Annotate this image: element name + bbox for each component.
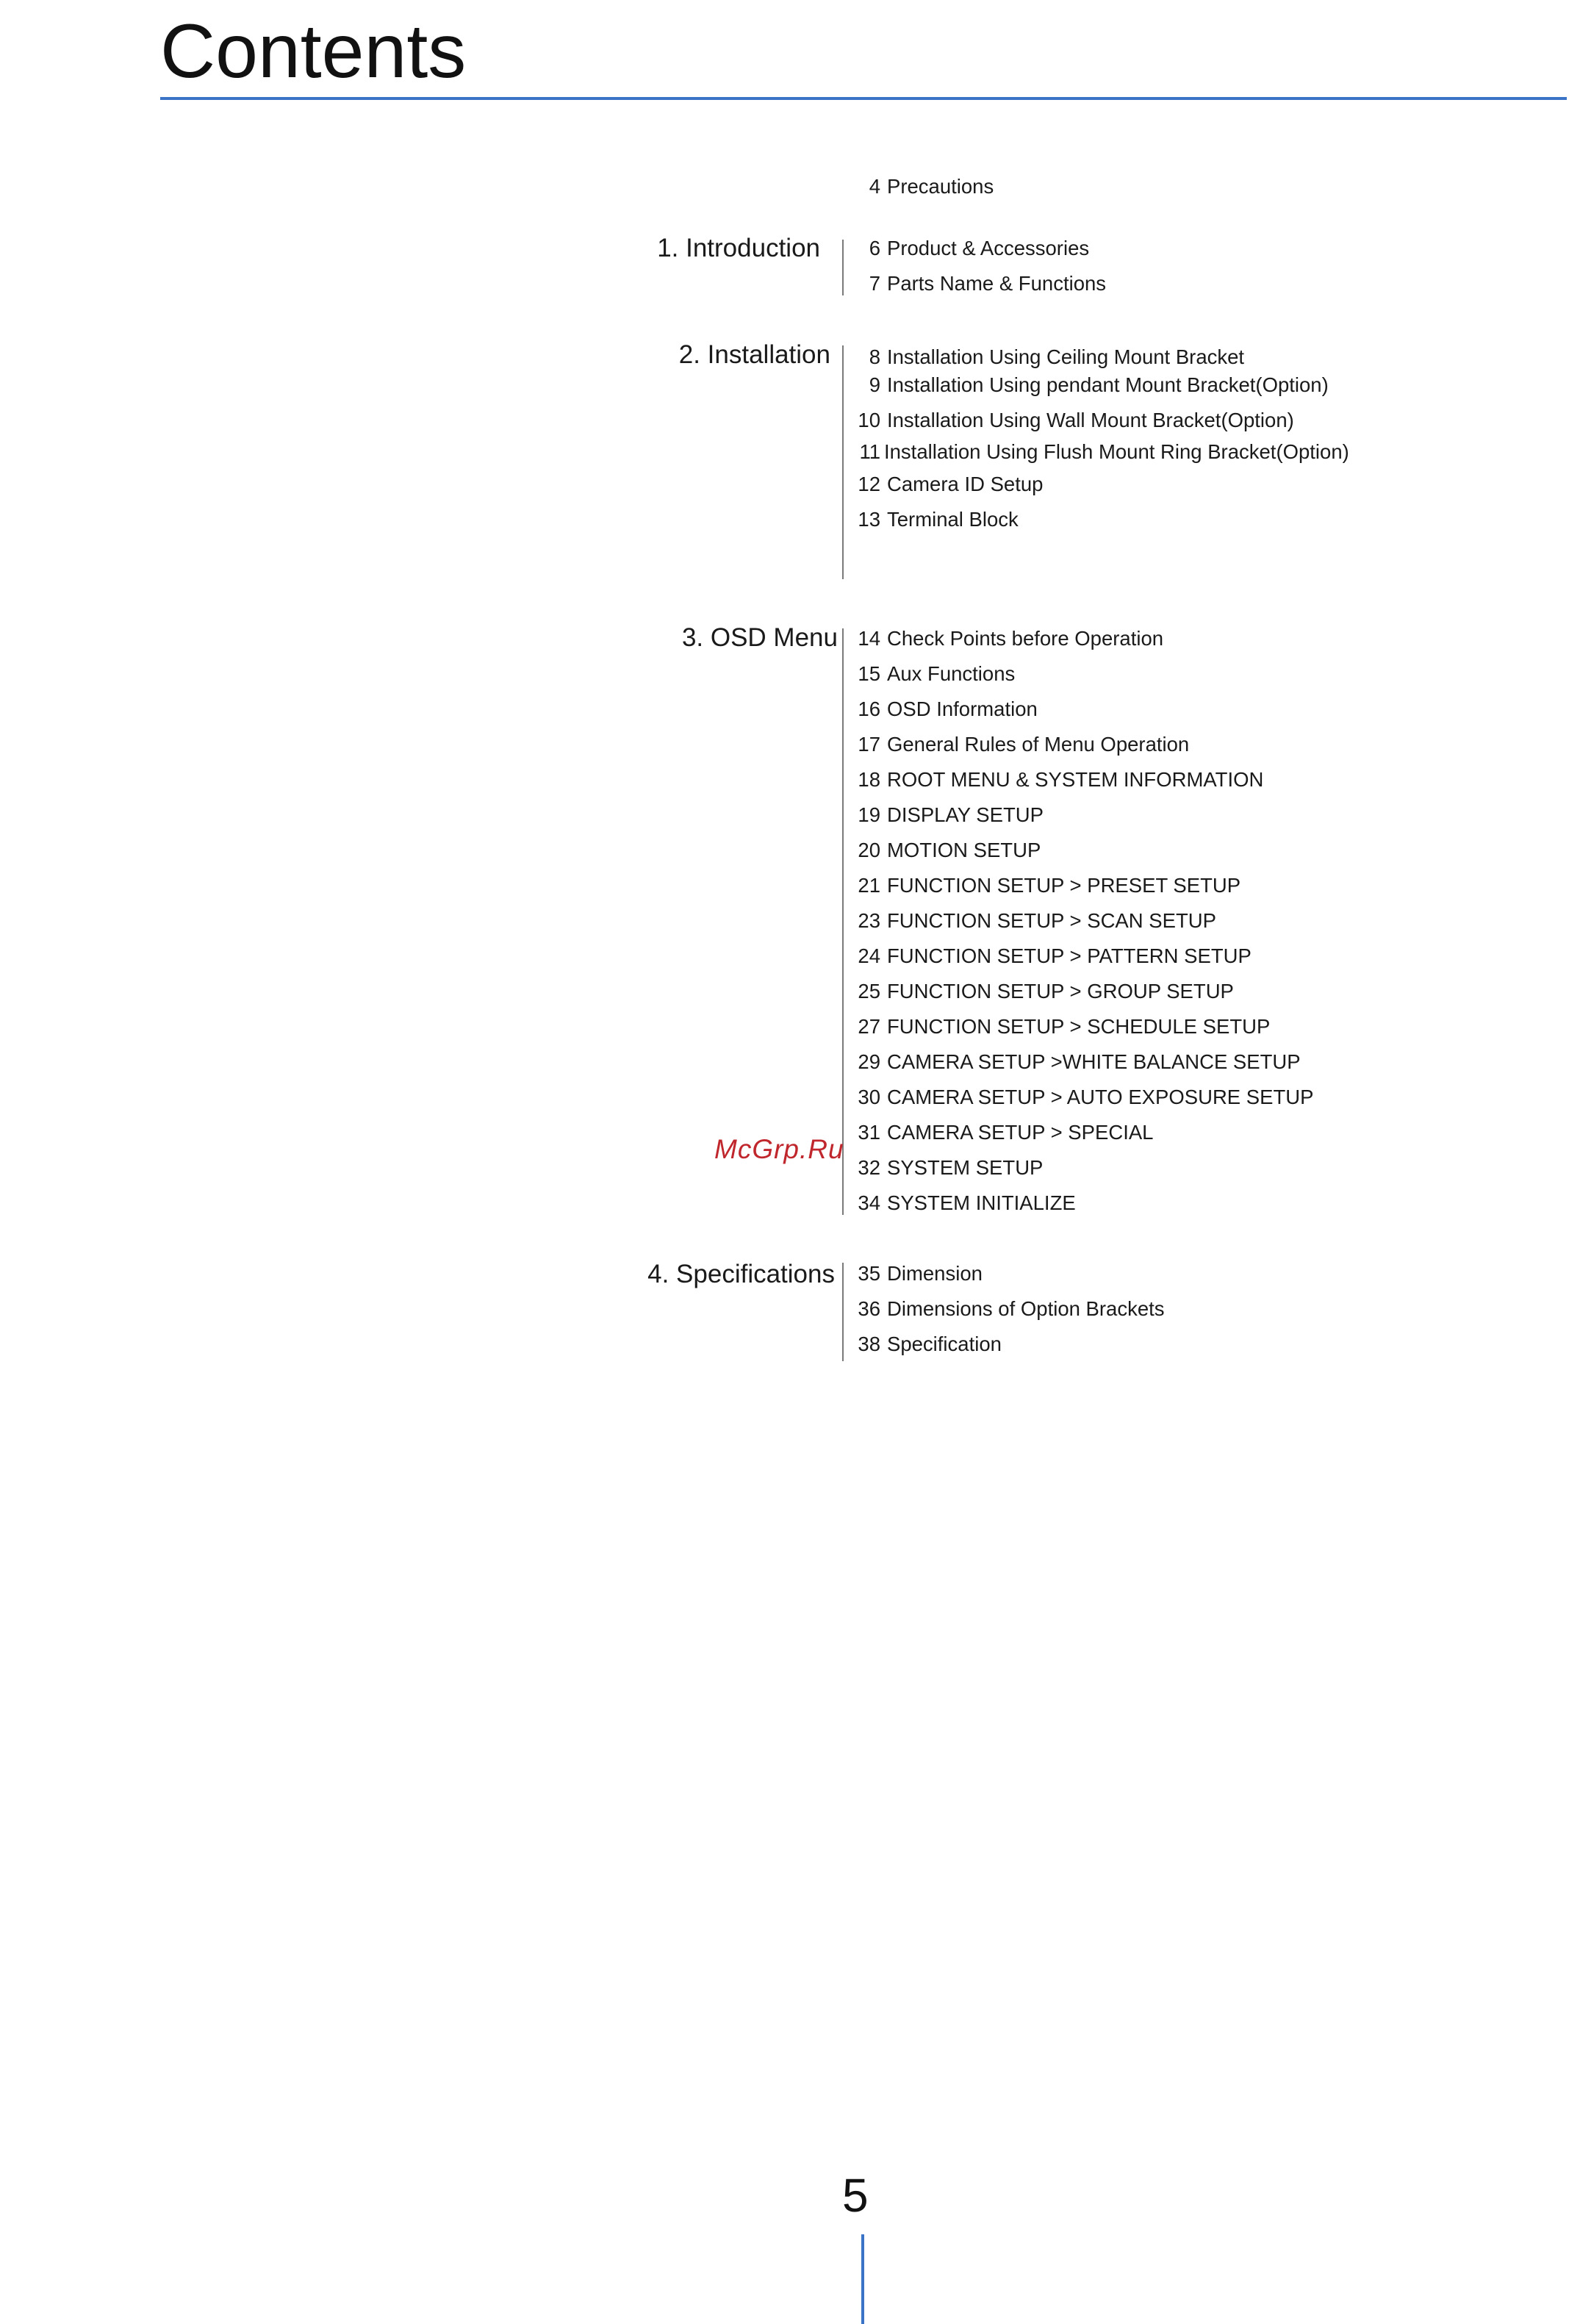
toc-entry[interactable] bbox=[851, 908, 1216, 933]
toc-entry[interactable] bbox=[851, 626, 1163, 651]
toc-entry-precautions[interactable] bbox=[851, 174, 994, 199]
toc-page-number: 21 bbox=[858, 874, 880, 897]
toc-entry-label: Check Points before Operation bbox=[887, 627, 1164, 650]
toc-entry[interactable] bbox=[851, 236, 1089, 261]
toc-page-number: 38 bbox=[858, 1333, 880, 1355]
toc-entry-label: FUNCTION SETUP > PATTERN SETUP bbox=[887, 944, 1252, 967]
toc-entry-label: General Rules of Menu Operation bbox=[887, 733, 1190, 756]
toc-page-number: 36 bbox=[858, 1297, 880, 1320]
toc-entry[interactable] bbox=[851, 1120, 1153, 1145]
toc-entry-label: Installation Using pendant Mount Bracket(Option) bbox=[887, 373, 1329, 396]
toc-page-number: 25 bbox=[858, 980, 880, 1003]
toc-entry[interactable] bbox=[851, 803, 1044, 828]
toc-entry-label: CAMERA SETUP >WHITE BALANCE SETUP bbox=[887, 1050, 1301, 1073]
toc-entry-label: DISPLAY SETUP bbox=[887, 803, 1044, 826]
toc-entry-label: Installation Using Ceiling Mount Bracket bbox=[887, 345, 1245, 368]
toc-entry[interactable] bbox=[851, 1297, 1165, 1321]
toc-entry[interactable] bbox=[851, 507, 1019, 532]
section-divider-specifications bbox=[842, 1263, 844, 1361]
toc-page-number: 16 bbox=[858, 697, 880, 720]
toc-entry[interactable] bbox=[851, 1085, 1313, 1110]
watermark: McGrp.Ru bbox=[714, 1134, 844, 1164]
toc-entry-label: Precautions bbox=[887, 175, 994, 198]
page-number-rule bbox=[861, 2234, 864, 2324]
toc-entry[interactable] bbox=[851, 944, 1252, 969]
toc-entry-label: ROOT MENU & SYSTEM INFORMATION bbox=[887, 768, 1264, 791]
section-divider-installation bbox=[842, 345, 844, 579]
page-title: Contents bbox=[160, 9, 467, 94]
toc-entry-label: FUNCTION SETUP > PRESET SETUP bbox=[887, 874, 1241, 897]
toc-page-number: 6 bbox=[869, 237, 880, 259]
toc-entry-label: SYSTEM INITIALIZE bbox=[887, 1191, 1076, 1214]
toc-page-number: 32 bbox=[858, 1156, 880, 1179]
toc-entry-label: SYSTEM SETUP bbox=[887, 1156, 1044, 1179]
toc-entry-label: FUNCTION SETUP > GROUP SETUP bbox=[887, 980, 1234, 1003]
toc-page-number: 19 bbox=[858, 803, 880, 826]
toc-page-number: 31 bbox=[858, 1121, 880, 1144]
toc-entry-label: OSD Information bbox=[887, 697, 1038, 720]
toc-entry[interactable] bbox=[851, 661, 1015, 686]
toc-entry[interactable] bbox=[851, 1014, 1270, 1039]
toc-page-number: 27 bbox=[858, 1015, 880, 1038]
toc-page-number: 18 bbox=[858, 768, 880, 791]
toc-entry-label: Specification bbox=[887, 1333, 1002, 1355]
toc-page-number: 24 bbox=[858, 944, 880, 967]
toc-entry-label: Product & Accessories bbox=[887, 237, 1090, 259]
section-divider-osd-menu bbox=[842, 628, 844, 1215]
toc-entry-label: FUNCTION SETUP > SCHEDULE SETUP bbox=[887, 1015, 1271, 1038]
toc-entry[interactable] bbox=[851, 345, 1244, 370]
toc-page-number: 9 bbox=[869, 373, 880, 396]
toc-entry[interactable] bbox=[851, 1050, 1301, 1075]
section-divider-introduction bbox=[842, 240, 844, 295]
toc-entry[interactable] bbox=[851, 838, 1041, 863]
toc-entry-label: FUNCTION SETUP > SCAN SETUP bbox=[887, 909, 1216, 932]
toc-page-number: 7 bbox=[869, 272, 880, 295]
toc-entry[interactable] bbox=[851, 979, 1234, 1004]
toc-page-number: 11 bbox=[859, 440, 880, 463]
toc-entry-label: MOTION SETUP bbox=[887, 839, 1041, 861]
toc-entry-label: Parts Name & Functions bbox=[887, 272, 1107, 295]
toc-entry-label: Installation Using Flush Mount Ring Bracket(Option) bbox=[884, 440, 1349, 463]
toc-entry-label: CAMERA SETUP > AUTO EXPOSURE SETUP bbox=[887, 1086, 1314, 1108]
section-title-installation: 2. Installation bbox=[678, 340, 830, 369]
toc-entry-label: CAMERA SETUP > SPECIAL bbox=[887, 1121, 1154, 1144]
toc-page-number: 15 bbox=[858, 662, 880, 685]
toc-entry[interactable] bbox=[851, 271, 1106, 296]
toc-entry-label: Aux Functions bbox=[887, 662, 1016, 685]
toc-entry-label: Camera ID Setup bbox=[887, 473, 1044, 495]
toc-page-number: 10 bbox=[858, 409, 880, 431]
toc-page-number: 12 bbox=[858, 473, 880, 495]
toc-entry-label: Dimension bbox=[887, 1262, 983, 1285]
toc-entry[interactable] bbox=[851, 472, 1043, 497]
toc-entry-label: Terminal Block bbox=[887, 508, 1019, 531]
toc-page-number: 20 bbox=[858, 839, 880, 861]
toc-entry[interactable] bbox=[851, 440, 1349, 465]
toc-entry[interactable] bbox=[851, 697, 1038, 722]
toc-page-number: 34 bbox=[858, 1191, 880, 1214]
toc-page-number: 13 bbox=[858, 508, 880, 531]
toc-entry-label: Dimensions of Option Brackets bbox=[887, 1297, 1165, 1320]
toc-entry[interactable] bbox=[851, 408, 1294, 433]
toc-page-number: 29 bbox=[858, 1050, 880, 1073]
page-number: 5 bbox=[842, 2169, 869, 2222]
toc-entry[interactable] bbox=[851, 1261, 983, 1286]
toc-entry[interactable] bbox=[851, 373, 1329, 398]
title-divider bbox=[160, 97, 1567, 100]
toc-page-number: 8 bbox=[869, 345, 880, 368]
toc-entry[interactable] bbox=[851, 732, 1189, 757]
toc-entry[interactable] bbox=[851, 1191, 1076, 1216]
toc-page-number: 17 bbox=[858, 733, 880, 756]
toc-page-number: 35 bbox=[858, 1262, 880, 1285]
toc-page-number: 23 bbox=[858, 909, 880, 932]
toc-entry[interactable] bbox=[851, 767, 1263, 792]
toc-page-number: 14 bbox=[858, 627, 880, 650]
toc-page-number: 4 bbox=[869, 175, 880, 198]
section-title-specifications: 4. Specifications bbox=[647, 1260, 835, 1288]
toc-entry[interactable] bbox=[851, 1155, 1043, 1180]
toc-entry[interactable] bbox=[851, 1332, 1002, 1357]
section-title-osd-menu: 3. OSD Menu bbox=[681, 623, 838, 652]
toc-entry[interactable] bbox=[851, 873, 1240, 898]
toc-entry-label: Installation Using Wall Mount Bracket(Option) bbox=[887, 409, 1294, 431]
toc-page-number: 30 bbox=[858, 1086, 880, 1108]
section-title-introduction: 1. Introduction bbox=[657, 234, 820, 262]
